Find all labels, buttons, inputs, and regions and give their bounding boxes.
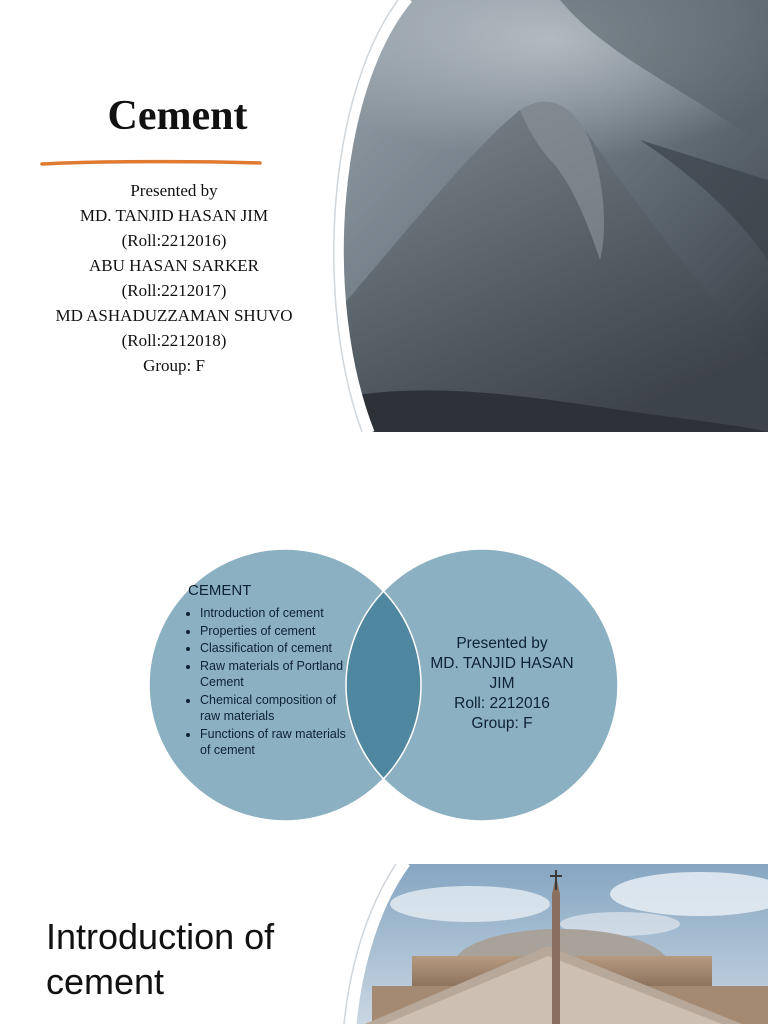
section-title-line: Introduction of xyxy=(46,916,275,957)
slide-outline xyxy=(0,432,768,864)
presenter-line: (Roll:2212018) xyxy=(121,331,227,350)
slide-title xyxy=(0,0,768,432)
topics-heading: CEMENT xyxy=(188,582,252,599)
presenter-line: MD. TANJID HASAN JIM xyxy=(430,655,574,692)
title-underline xyxy=(40,159,262,167)
venn-diagram xyxy=(0,432,768,864)
list-item: • Functions of raw materials of cement xyxy=(200,726,348,759)
slide-introduction xyxy=(0,864,768,1024)
presenter-line: (Roll:2212017) xyxy=(121,281,227,300)
section-title-line: cement xyxy=(46,961,165,1002)
list-item: • Introduction of cement xyxy=(200,605,348,622)
presenter-list xyxy=(40,178,308,378)
section-title xyxy=(46,914,346,1004)
presenter-line: MD. TANJID HASAN JIM xyxy=(79,206,269,225)
presenter-panel xyxy=(422,634,582,734)
presenter-line: ABU HASAN SARKER xyxy=(88,256,260,275)
presenter-line: Roll: 2212016 xyxy=(454,695,550,712)
topics-panel xyxy=(188,582,348,760)
presenter-line: Group: F xyxy=(471,715,533,732)
list-item: • Raw materials of Portland Cement xyxy=(200,658,348,691)
presenter-line: (Roll:2212016) xyxy=(121,231,227,250)
list-item: • Classification of cement xyxy=(200,640,348,657)
presenter-line: Presented by xyxy=(456,635,548,652)
list-item: • Chemical composition of raw materials xyxy=(200,692,348,725)
presenter-line: MD ASHADUZZAMAN SHUVO xyxy=(55,306,293,325)
presenter-line: Group: F xyxy=(143,356,205,375)
list-item: • Properties of cement xyxy=(200,623,348,640)
topics-list xyxy=(188,605,348,759)
slide-title-text: Cement xyxy=(107,93,248,139)
presenter-line: Presented by xyxy=(130,181,218,200)
